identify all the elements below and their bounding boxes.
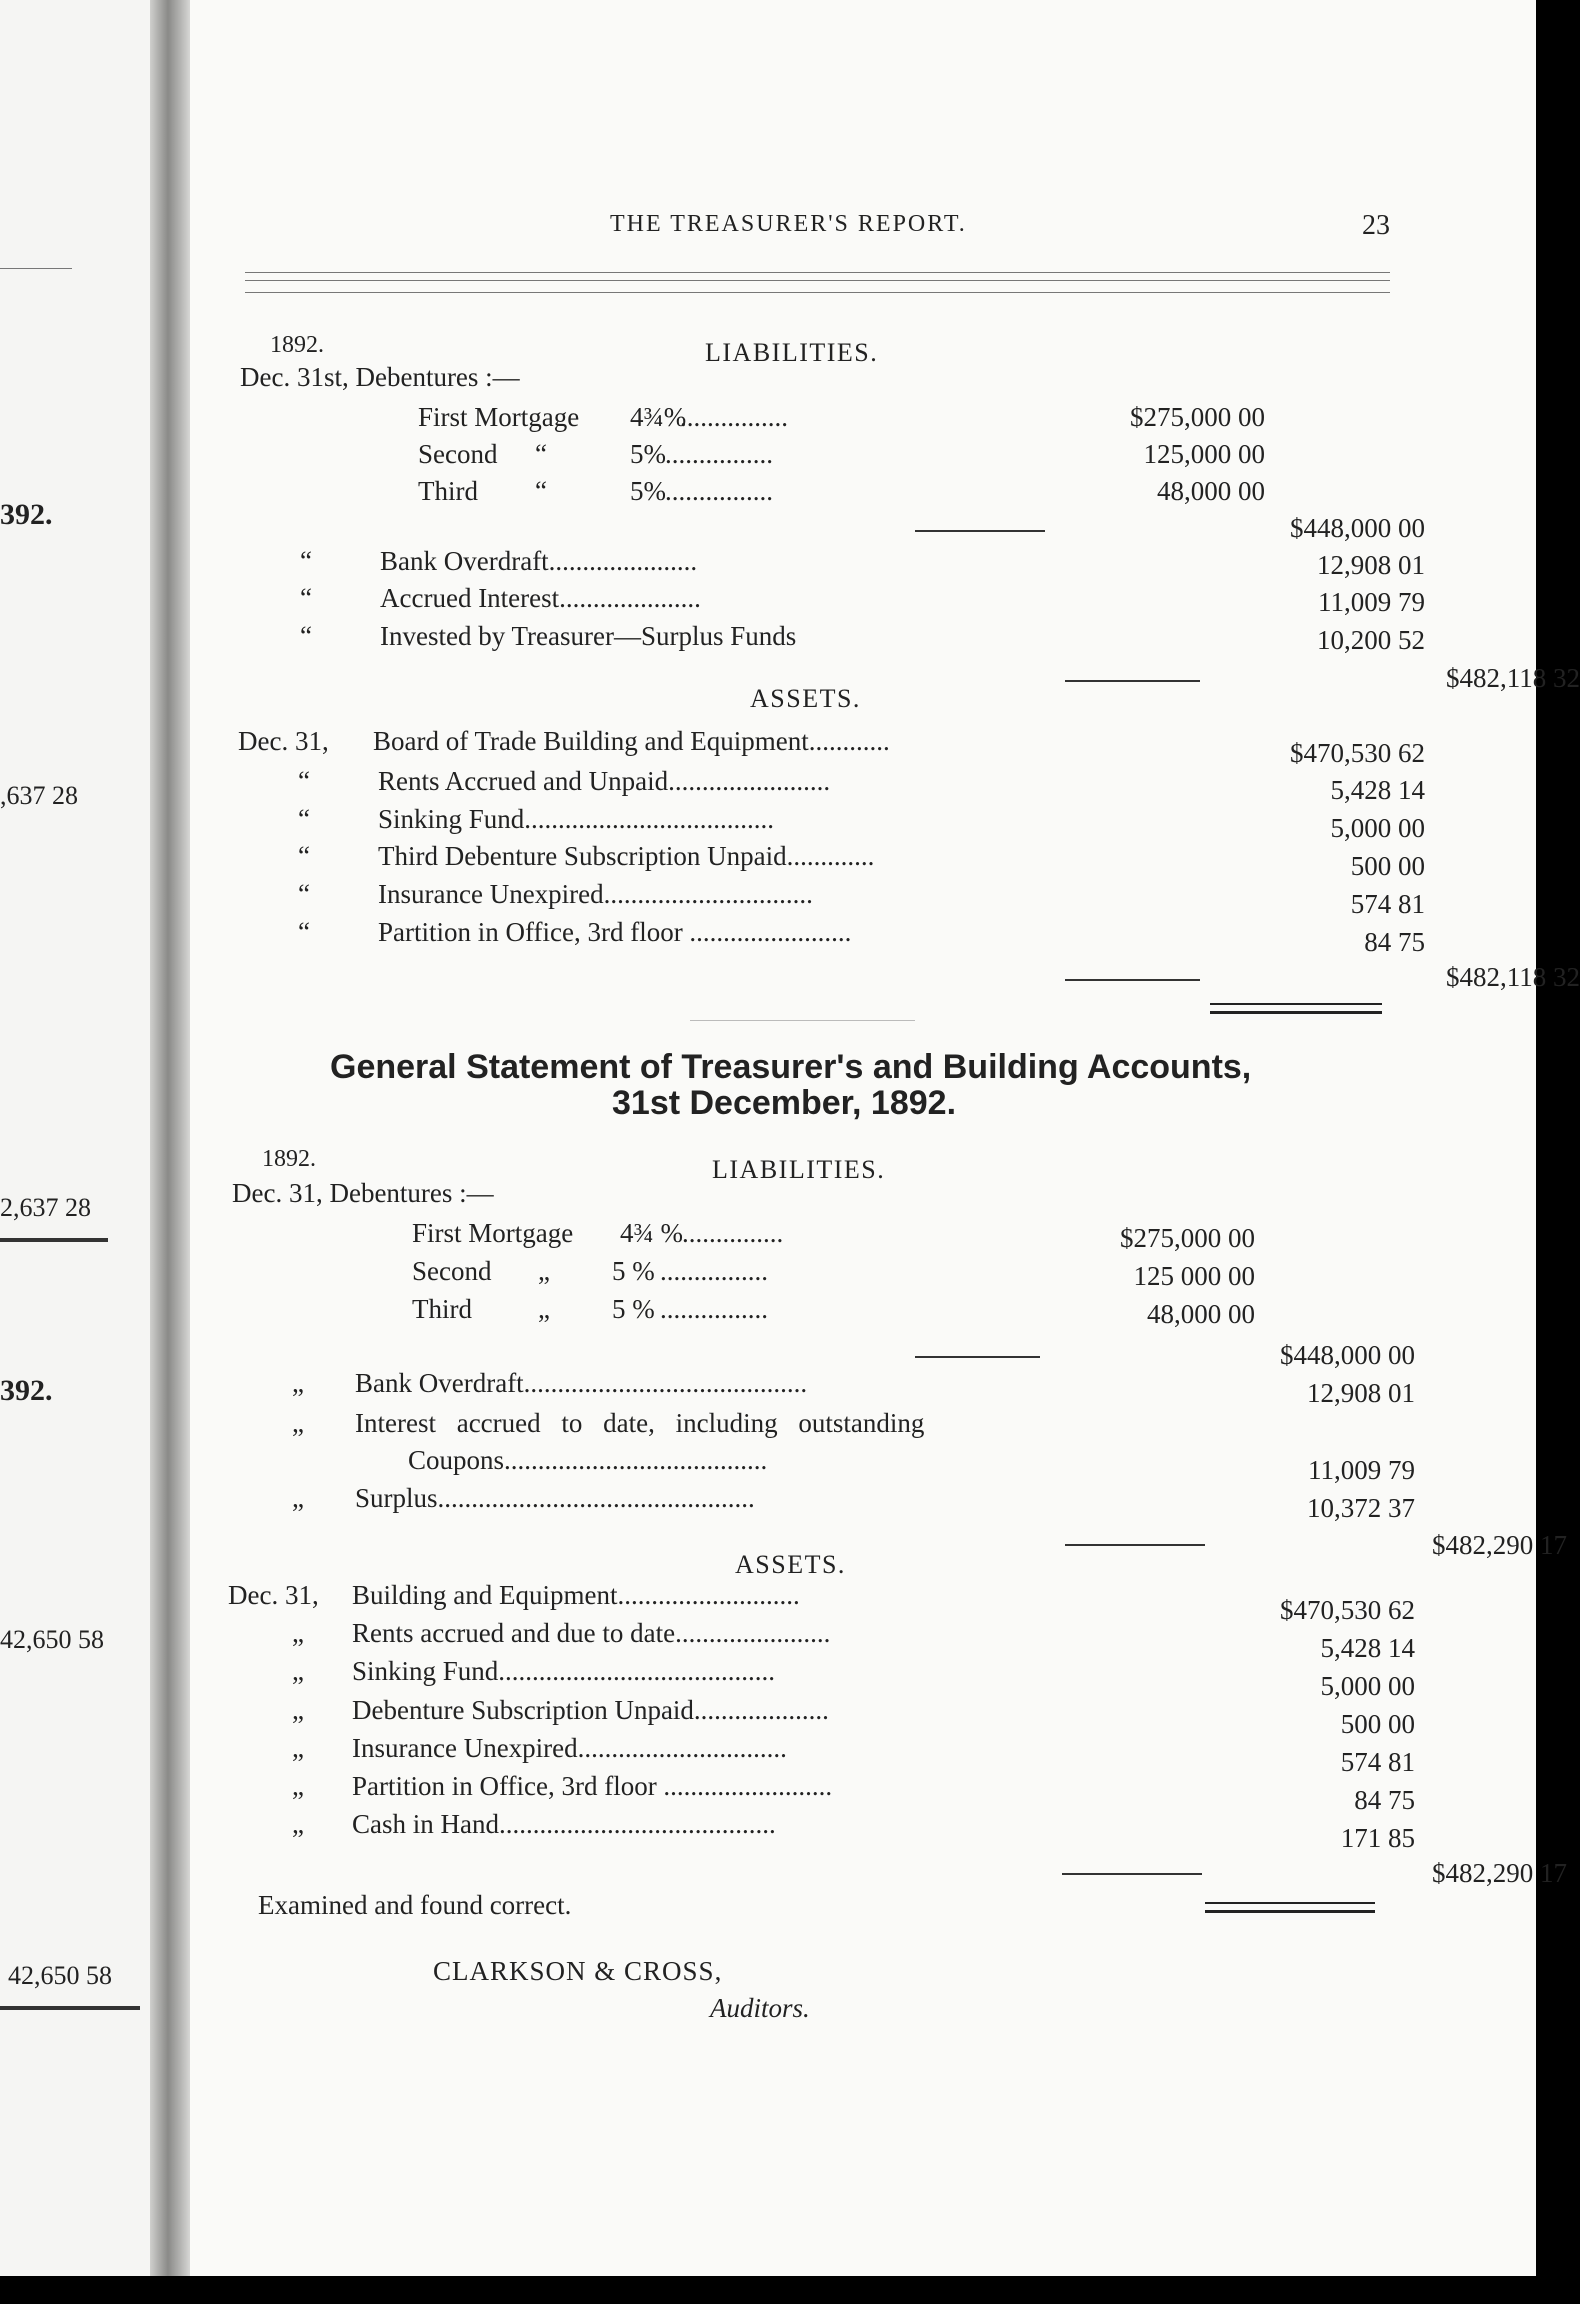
asset-label: Partition in Office, 3rd floor ......................... [352, 1771, 833, 1801]
header-rule [245, 272, 1390, 273]
debentures-total: $448,000 00 [1290, 513, 1425, 543]
debentures-label: Dec. 31st, Debentures :— [240, 362, 520, 392]
asset-label: Insurance Unexpired............................... [378, 879, 813, 909]
assets-heading: ASSETS. [735, 1550, 846, 1579]
auditor-name: CLARKSON & CROSS, [433, 1956, 723, 1986]
auditor-title: Auditors. [710, 1993, 810, 2023]
prev-fragment: 392. [0, 1374, 53, 1407]
subtotal-rule [1065, 979, 1200, 981]
liability-amount: 11,009 79 [1308, 1455, 1415, 1485]
liability-label: Surplus............................................... [355, 1483, 755, 1513]
examined-note: Examined and found correct. [258, 1890, 572, 1920]
debenture-name: First Mortgage [412, 1218, 574, 1248]
ditto-mark: „ [292, 1483, 304, 1513]
liability-label: Bank Overdraft...................... [380, 546, 698, 576]
ditto-mark: “ [298, 766, 310, 796]
liability-label: Invested by Treasurer—Surplus Funds [380, 621, 797, 651]
liability-label: Accrued Interest..................... [380, 583, 701, 613]
leader-dots: ................ [665, 476, 773, 506]
year: 1892. [270, 332, 324, 358]
double-rule [1210, 1003, 1382, 1014]
liabilities-heading: LIABILITIES. [705, 338, 879, 367]
leader-dots: ............... [682, 1218, 784, 1248]
assets-total: $482,290 17 [1432, 1858, 1567, 1888]
debenture-rate: 5% [630, 476, 666, 506]
asset-amount: $470,530 62 [1290, 738, 1425, 768]
ditto-mark: “ [300, 583, 312, 613]
asset-amount: $470,530 62 [1280, 1595, 1415, 1625]
asset-label: Debenture Subscription Unpaid.................... [352, 1695, 829, 1725]
liabilities-total: $482,118 32 [1446, 663, 1580, 693]
asset-label: Sinking Fund..................................... [378, 804, 775, 834]
subtotal-rule [915, 1356, 1040, 1358]
asset-label: Rents accrued and due to date....................... [352, 1618, 831, 1648]
asset-amount: 171 85 [1340, 1823, 1415, 1853]
debentures-label: Dec. 31, Debentures :— [232, 1178, 494, 1208]
asset-amount: 84 75 [1354, 1785, 1415, 1815]
debenture-name: First Mortgage [418, 402, 580, 432]
asset-amount: 574 81 [1340, 1747, 1415, 1777]
ditto-mark: “ [298, 841, 310, 871]
book-gutter [150, 0, 195, 2276]
asset-date: Dec. 31, [228, 1580, 319, 1610]
leader-dots: ................ [660, 1256, 768, 1286]
liability-amount: 10,200 52 [1317, 625, 1425, 655]
debenture-name: Second [412, 1256, 492, 1286]
liability-label: Coupons....................................... [408, 1445, 768, 1475]
ditto-mark: „ [292, 1656, 304, 1686]
asset-amount: 5,428 14 [1320, 1633, 1415, 1663]
prev-fragment: 2,637 28 [0, 1193, 91, 1222]
ditto-mark: „ [292, 1809, 304, 1839]
ditto-mark: “ [535, 476, 547, 506]
subtotal-rule [915, 530, 1045, 532]
asset-amount: 500 00 [1340, 1709, 1415, 1739]
asset-amount: 574 81 [1350, 889, 1425, 919]
liability-amount: 10,372 37 [1307, 1493, 1415, 1523]
debenture-name: Second [418, 439, 498, 469]
debenture-amount: 48,000 00 [1147, 1299, 1255, 1329]
assets-total: $482,118 32 [1446, 962, 1580, 992]
ditto-mark: „ [292, 1368, 304, 1398]
liability-label: Bank Overdraft.......................................... [355, 1368, 808, 1398]
ditto-mark: „ [292, 1695, 304, 1725]
debenture-rate: 5 % [612, 1256, 655, 1286]
ditto-mark: “ [300, 546, 312, 576]
debentures-total: $448,000 00 [1280, 1340, 1415, 1370]
subtotal-rule [1062, 1873, 1202, 1875]
page [190, 0, 1580, 2276]
general-subtitle: 31st December, 1892. [612, 1084, 957, 1122]
ditto-mark: “ [298, 879, 310, 909]
ditto-mark: „ [292, 1618, 304, 1648]
liability-amount: 12,908 01 [1317, 550, 1425, 580]
liabilities-total: $482,290 17 [1432, 1530, 1567, 1560]
asset-label: Partition in Office, 3rd floor ........................ [378, 917, 852, 947]
subtotal-rule [1065, 680, 1200, 682]
page-header-title: THE TREASURER'S REPORT. [610, 211, 967, 237]
debenture-rate: 4¾ % [620, 1218, 683, 1248]
asset-amount: 5,428 14 [1330, 775, 1425, 805]
rule [0, 268, 72, 269]
asset-amount: 84 75 [1364, 927, 1425, 957]
asset-label: Insurance Unexpired............................... [352, 1733, 787, 1763]
prev-fragment: ,637 28 [0, 781, 78, 810]
ditto-mark: „ [292, 1733, 304, 1763]
asset-amount: 5,000 00 [1320, 1671, 1415, 1701]
year: 1892. [262, 1146, 316, 1172]
general-title: General Statement of Treasurer's and Building Accounts, [330, 1048, 1252, 1086]
debenture-rate: 5 % [612, 1294, 655, 1324]
liability-amount: 12,908 01 [1307, 1378, 1415, 1408]
ditto-mark: „ [292, 1408, 304, 1438]
leader-dots: ................ [680, 402, 788, 432]
page-number: 23 [1362, 210, 1390, 241]
prev-fragment: 42,650 58 [8, 1961, 112, 1990]
asset-date: Dec. 31, [238, 726, 329, 756]
ditto-mark: “ [298, 917, 310, 947]
rule [0, 2006, 140, 2010]
debenture-name: Third [418, 476, 478, 506]
ditto-mark: „ [292, 1771, 304, 1801]
header-rule [245, 292, 1390, 293]
debenture-amount: $275,000 00 [1120, 1223, 1255, 1253]
prev-fragment: 392. [0, 498, 53, 531]
debenture-rate: 4¾% [630, 402, 687, 432]
debenture-amount: $275,000 00 [1130, 402, 1265, 432]
asset-amount: 5,000 00 [1330, 813, 1425, 843]
asset-label: Rents Accrued and Unpaid........................ [378, 766, 831, 796]
asset-label: Building and Equipment........................... [352, 1580, 800, 1610]
debenture-amount: 125 000 00 [1133, 1261, 1255, 1291]
asset-label: Board of Trade Building and Equipment............ [373, 726, 890, 756]
prev-fragment: 42,650 58 [0, 1625, 104, 1654]
leader-dots: ................ [660, 1294, 768, 1324]
rule [0, 1238, 108, 1242]
liabilities-heading: LIABILITIES. [712, 1155, 886, 1184]
assets-heading: ASSETS. [750, 684, 861, 713]
debenture-amount: 48,000 00 [1157, 476, 1265, 506]
previous-page [0, 0, 155, 2276]
subtotal-rule [1065, 1544, 1205, 1546]
header-rule [245, 280, 1390, 281]
debenture-name: Third [412, 1294, 472, 1324]
ditto-mark: „ [538, 1256, 550, 1286]
liability-label: Interest accrued to date, including outstanding [355, 1408, 925, 1438]
liability-amount: 11,009 79 [1318, 587, 1425, 617]
asset-label: Cash in Hand......................................... [352, 1809, 776, 1839]
asset-label: Third Debenture Subscription Unpaid............. [378, 841, 875, 871]
ditto-mark: “ [298, 804, 310, 834]
leader-dots: ................ [665, 439, 773, 469]
ditto-mark: “ [535, 439, 547, 469]
debenture-amount: 125,000 00 [1143, 439, 1265, 469]
ditto-mark: “ [300, 621, 312, 651]
asset-amount: 500 00 [1350, 851, 1425, 881]
debenture-rate: 5% [630, 439, 666, 469]
asset-label: Sinking Fund......................................... [352, 1656, 776, 1686]
separator-rule [690, 1020, 915, 1021]
ditto-mark: „ [538, 1294, 550, 1324]
double-rule [1205, 1902, 1375, 1913]
